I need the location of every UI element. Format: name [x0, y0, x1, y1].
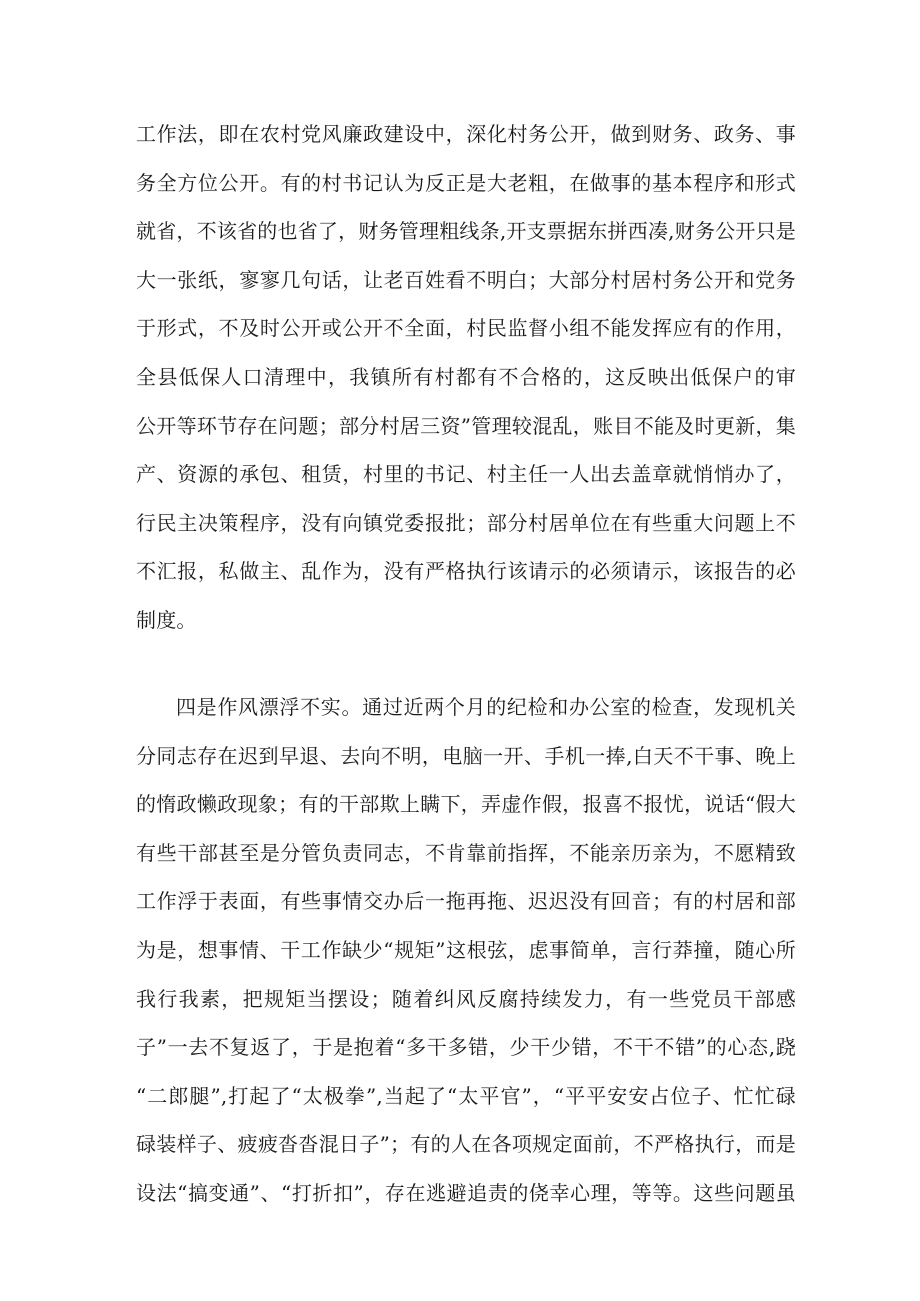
- text-line: 全县低保人口清理中，我镇所有村都有不合格的，这反映出低保户的审: [136, 364, 796, 389]
- text-line: 碌装样子、疲疲沓沓混日子”；有的人在各项规定面前，不严格执行，而是: [136, 1132, 796, 1157]
- text-line: “二郎腿”,打起了“太极拳”,当起了“太平官”，“平平安安占位子、忙忙碌: [136, 1083, 796, 1108]
- text-line: 公开等环节存在问题；部分村居三资”管理较混乱，账目不能及时更新，集: [136, 413, 796, 438]
- text-line: 就省，不该省的也省了，财务管理粗线条,开支票据东拼西凑,财务公开只是: [136, 219, 796, 244]
- paragraph-work-style: [136, 683, 796, 1218]
- text-line: 制度。: [136, 607, 197, 632]
- text-line: 四是作风漂浮不实。通过近两个月的纪检和办公室的检查，发现机关: [176, 695, 796, 719]
- text-line: 设法“搞变通”、“打折扣”，存在逃避追责的侥幸心理，等等。这些问题虽: [136, 1180, 796, 1205]
- text-line: 行民主决策程序，没有向镇党委报批；部分村居单位在有些重大问题上不: [136, 510, 796, 535]
- text-line: 大一张纸，寥寥几句话，让老百姓看不明白；大部分村居村务公开和党务: [136, 267, 796, 292]
- text-line: 分同志存在迟到早退、去向不明，电脑一开、手机一捧,白天不干事、晚上: [136, 743, 796, 768]
- text-line: 子”一去不复返了，于是抱着“多干多错，少干少错，不干不错”的心态,跷: [136, 1035, 796, 1060]
- paragraph-village-affairs: [136, 110, 796, 645]
- text-line: 我行我素，把规矩当摆设；随着纠风反腐持续发力，有一些党员干部感: [136, 986, 796, 1011]
- text-line: 的惰政懒政现象；有的干部欺上瞒下，弄虚作假，报喜不报忧，说话“假大: [136, 792, 796, 817]
- text-line: 工作法，即在农村党风廉政建设中，深化村务公开，做到财务、政务、事: [136, 122, 796, 146]
- text-line: 工作浮于表面，有些事情交办后一拖再拖、迟迟没有回音；有的村居和部: [136, 889, 796, 914]
- text-line: 务全方位公开。有的村书记认为反正是大老粗，在做事的基本程序和形式: [136, 170, 796, 195]
- text-line: 产、资源的承包、租赁，村里的书记、村主任一人出去盖章就悄悄办了，: [136, 462, 796, 487]
- text-line: 有些干部甚至是分管负责同志，不肯靠前指挥，不能亲历亲为，不愿精致: [136, 840, 796, 865]
- text-line: 不汇报，私做主、乱作为，没有严格执行该请示的必须请示，该报告的必: [136, 559, 796, 584]
- text-line: 为是，想事情、干工作缺少“规矩”这根弦，虑事简单，言行莽撞，随心所: [136, 937, 796, 962]
- text-line: 于形式，不及时公开或公开不全面，村民监督小组不能发挥应有的作用，: [136, 316, 796, 341]
